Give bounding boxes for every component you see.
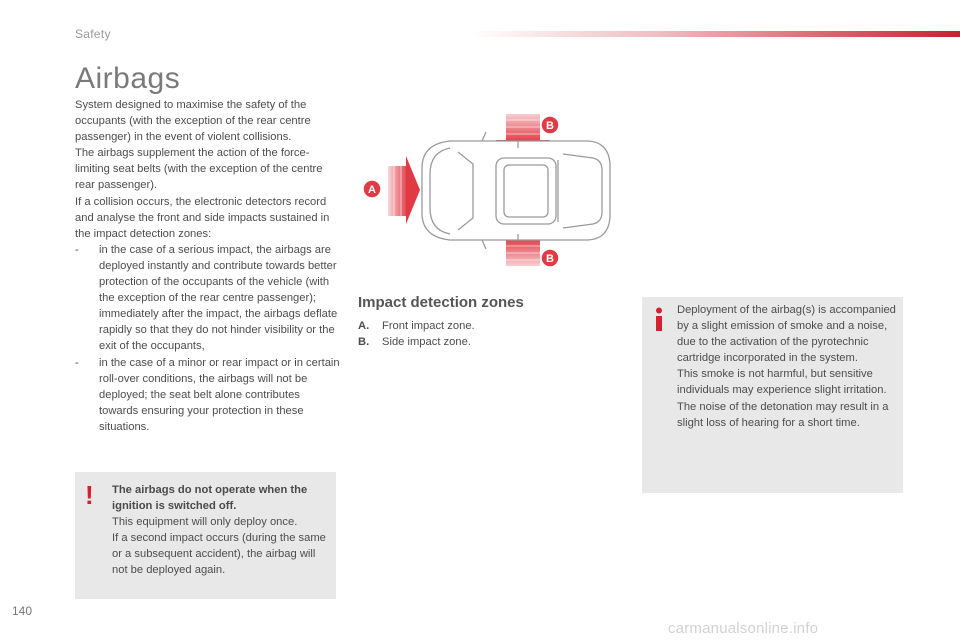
section-label: Safety [75, 27, 111, 41]
warning-bold-text: The airbags do not operate when the ignition is switched off. [112, 484, 308, 513]
bullet-text: in the case of a serious impact, the airbags are deployed instantly and contribute towards better protection of the occupants of the vehicle (with the exception of the rear centre passenger); immediately after the impact, the airbags deflate rapidly so that they do not hinder visibility or the exit of the occupants, [99, 243, 338, 353]
header-accent-bar [470, 31, 960, 37]
bullet-dash: - [75, 356, 79, 369]
page-number: 140 [12, 604, 33, 618]
warning-paragraph-2: If a second impact occurs (during the same or a subsequent accident), the airbag will not be deployed again. [112, 532, 326, 577]
impact-zones-title: Impact detection zones [358, 294, 524, 311]
label-b-bottom-badge [541, 249, 559, 267]
front-impact-arrow [388, 156, 420, 224]
info-text [677, 302, 899, 431]
intro-paragraph-1: System designed to maximise the safety of the occupants (with the exception of the rear centre passenger) in the event of violent collisions. [75, 99, 311, 144]
impact-zones-diagram [358, 108, 618, 278]
label-b-top: B [546, 120, 554, 132]
list-item-key: B. [358, 336, 370, 349]
bullet-dash: - [75, 243, 79, 256]
label-a-badge [363, 180, 381, 198]
label-b-top-badge [541, 116, 559, 134]
list-item [358, 334, 475, 350]
warning-paragraph-1: This equipment will only deploy once. [112, 516, 298, 529]
page-title: Airbags [75, 62, 181, 95]
warning-box [75, 472, 336, 599]
label-a: A [368, 184, 376, 196]
bullet-item [75, 355, 340, 435]
label-b-bottom: B [546, 253, 554, 265]
intro-text [75, 97, 340, 435]
exclamation-icon: ! [85, 480, 94, 510]
intro-paragraph-3: If a collision occurs, the electronic detectors record and analyse the front and side impacts sustained in the impact detection zones: [75, 195, 330, 240]
info-paragraph-2: This smoke is not harmful, but sensitive individuals may experience slight irritation. [677, 368, 887, 397]
info-icon [654, 307, 664, 331]
list-item [358, 318, 475, 334]
car-top-view [422, 132, 610, 249]
list-item-text: Front impact zone. [382, 320, 475, 332]
list-item-key: A. [358, 320, 370, 332]
info-paragraph-1: Deployment of the airbag(s) is accompanied by a slight emission of smoke and a noise, due to the activation of the pyrotechnic cartridge incorporated in the system. [677, 304, 896, 365]
intro-paragraph-2: The airbags supplement the action of the force-limiting seat belts (with the exception of the centre rear passenger). [75, 147, 323, 192]
bullet-item [75, 242, 340, 355]
info-box [642, 297, 903, 493]
warning-text [112, 482, 330, 579]
info-paragraph-3: The noise of the detonation may result in a slight loss of hearing for a short time. [677, 400, 889, 429]
list-item-text: Side impact zone. [382, 336, 471, 349]
bullet-text: in the case of a minor or rear impact or in certain roll-over conditions, the airbags will not be deployed; the seat belt alone contributes towards ensuring your protection in these situations. [99, 356, 340, 433]
watermark: carmanualsonline.info [668, 620, 819, 637]
impact-zones-list [358, 318, 475, 350]
